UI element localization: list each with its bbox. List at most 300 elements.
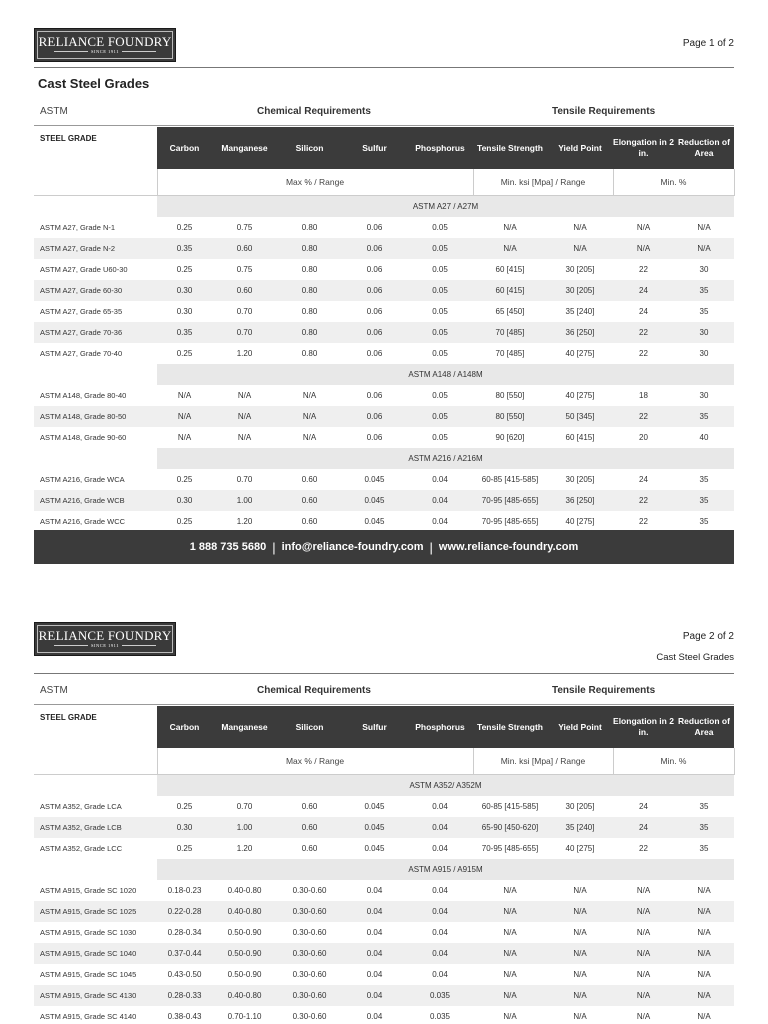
- value-cell: 40: [699, 433, 709, 442]
- value-cell: 0.05: [432, 349, 448, 358]
- value-cell: N/A: [503, 223, 517, 232]
- value-cell: N/A: [547, 985, 613, 1006]
- section-header-row: [34, 775, 734, 797]
- steel-grade-header: STEEL GRADE: [34, 127, 157, 169]
- value-cell: N/A: [697, 928, 711, 937]
- value-cell: N/A: [473, 985, 547, 1006]
- table-row: [34, 511, 734, 532]
- value-cell: N/A: [636, 928, 651, 937]
- value-cell: N/A: [177, 391, 192, 400]
- value-cell: 0.70: [212, 322, 277, 343]
- value-cell: 0.60: [301, 475, 318, 484]
- value-cell: 0.06: [366, 433, 383, 442]
- value-cell: N/A: [573, 1012, 587, 1021]
- value-cell: N/A: [177, 433, 192, 442]
- tensile-requirements-label: Tensile Requirements: [552, 685, 656, 696]
- value-cell: 0.05: [407, 406, 473, 427]
- value-cell: 60-85 [415-585]: [481, 802, 539, 811]
- section-blank-cell: [34, 448, 157, 469]
- footer-website[interactable]: www.reliance-foundry.com: [438, 541, 579, 553]
- footer-separator: |: [272, 539, 276, 555]
- value-cell: 0.80: [301, 265, 318, 274]
- value-cell: 35: [699, 475, 709, 484]
- value-cell: 0.40-0.80: [212, 985, 277, 1006]
- document-title: Cast Steel Grades: [38, 76, 150, 91]
- section-blank-cell: [34, 196, 157, 218]
- table-row: [34, 985, 734, 1006]
- chemical-requirements-label: Chemical Requirements: [257, 685, 371, 696]
- value-cell: 35: [699, 517, 709, 526]
- value-cell: 0.05: [432, 265, 448, 274]
- value-cell: N/A: [503, 970, 517, 979]
- steel-grade-cell: ASTM A27, Grade 60-30: [34, 280, 157, 301]
- value-cell: 0.06: [366, 391, 383, 400]
- value-cell: N/A: [302, 391, 317, 400]
- value-cell: N/A: [613, 238, 674, 259]
- value-cell: 50 [345]: [547, 406, 613, 427]
- value-cell: N/A: [573, 223, 587, 232]
- value-cell: 35: [699, 844, 709, 853]
- value-cell: 70-95 [485-655]: [473, 490, 547, 511]
- column-header: Yield Point: [547, 127, 613, 169]
- value-cell: 0.045: [364, 802, 385, 811]
- logo-name: RELIANCE FOUNDRY: [38, 628, 172, 643]
- column-header: Tensile Strength: [473, 127, 547, 169]
- value-cell: 35: [699, 802, 709, 811]
- value-cell: 0.045: [342, 490, 407, 511]
- value-cell: 0.30: [157, 817, 212, 838]
- units-label: Min. ksi [Mpa] / Range: [473, 169, 613, 196]
- group-divider: [34, 125, 734, 126]
- value-cell: N/A: [613, 901, 674, 922]
- units-label: Max % / Range: [157, 748, 473, 775]
- value-cell: 0.04: [432, 802, 448, 811]
- header-divider: [34, 67, 734, 68]
- steel-grade-cell: ASTM A27, Grade 70-40: [40, 349, 123, 358]
- value-cell: 0.22-0.28: [157, 901, 212, 922]
- units-blank-cell: [34, 748, 157, 775]
- steel-grade-cell: ASTM A216, Grade WCB: [34, 490, 157, 511]
- value-cell: 0.50-0.90: [227, 928, 262, 937]
- value-cell: 40 [275]: [565, 391, 595, 400]
- value-cell: 0.05: [407, 238, 473, 259]
- logo-since: SINCE 1911: [35, 643, 175, 648]
- units-label: Min. %: [613, 169, 734, 196]
- value-cell: 60 [415]: [473, 280, 547, 301]
- value-cell: 0.60: [212, 280, 277, 301]
- units-label: Max % / Range: [157, 169, 473, 196]
- value-cell: 0.60: [301, 844, 318, 853]
- steel-grade-cell: ASTM A915, Grade SC 1030: [40, 928, 137, 937]
- value-cell: N/A: [674, 901, 734, 922]
- value-cell: 1.20: [236, 517, 253, 526]
- value-cell: 90 [620]: [495, 433, 525, 442]
- value-cell: 0.035: [407, 985, 473, 1006]
- section-blank-cell: [34, 364, 157, 385]
- value-cell: 36 [250]: [547, 490, 613, 511]
- units-blank-cell: [34, 169, 157, 196]
- steel-grade-cell: ASTM A352, Grade LCA: [40, 802, 122, 811]
- value-cell: N/A: [503, 1012, 517, 1021]
- value-cell: 24: [639, 475, 648, 484]
- tensile-requirements-label: Tensile Requirements: [552, 106, 656, 117]
- column-header: Carbon: [157, 706, 212, 748]
- value-cell: 1.20: [236, 844, 253, 853]
- value-cell: 0.18-0.23: [167, 886, 202, 895]
- value-cell: 0.80: [301, 349, 318, 358]
- value-cell: 40 [275]: [565, 844, 595, 853]
- value-cell: 18: [639, 391, 648, 400]
- value-cell: 0.75: [236, 265, 253, 274]
- steel-grade-cell: ASTM A915, Grade SC 1045: [40, 970, 137, 979]
- value-cell: 0.30-0.60: [277, 943, 342, 964]
- value-cell: 35: [699, 307, 709, 316]
- value-cell: N/A: [547, 943, 613, 964]
- value-cell: 24: [639, 802, 648, 811]
- value-cell: 24: [639, 307, 648, 316]
- value-cell: N/A: [237, 391, 252, 400]
- reliance-foundry-logo: [34, 28, 176, 62]
- value-cell: 0.045: [364, 475, 385, 484]
- value-cell: 0.60: [277, 817, 342, 838]
- value-cell: 35: [674, 490, 734, 511]
- value-cell: 24: [613, 817, 674, 838]
- column-header: Yield Point: [547, 706, 613, 748]
- value-cell: 0.04: [432, 970, 448, 979]
- units-label: Min. %: [613, 748, 734, 775]
- table-row: [34, 880, 734, 901]
- value-cell: 80 [550]: [473, 406, 547, 427]
- steel-grade-cell: ASTM A352, Grade LCC: [40, 844, 123, 853]
- page-number: Page 2 of 2: [682, 631, 734, 642]
- value-cell: 70-95 [485-655]: [481, 517, 539, 526]
- value-cell: 60-85 [415-585]: [481, 475, 539, 484]
- value-cell: 0.30-0.60: [292, 928, 327, 937]
- value-cell: 1.00: [212, 490, 277, 511]
- value-cell: 0.37-0.44: [157, 943, 212, 964]
- value-cell: 0.30: [157, 280, 212, 301]
- steel-grade-cell: ASTM A148, Grade 80-50: [34, 406, 157, 427]
- value-cell: N/A: [237, 433, 252, 442]
- table-row: [34, 385, 734, 406]
- table-row: [34, 406, 734, 427]
- value-cell: 0.30: [157, 490, 212, 511]
- value-cell: 0.40-0.80: [227, 886, 262, 895]
- value-cell: 0.25: [176, 349, 193, 358]
- value-cell: 0.035: [429, 1012, 451, 1021]
- value-cell: 0.25: [176, 802, 193, 811]
- value-cell: 70-95 [485-655]: [481, 844, 539, 853]
- value-cell: N/A: [157, 406, 212, 427]
- value-cell: 0.045: [364, 844, 385, 853]
- value-cell: 35 [240]: [547, 817, 613, 838]
- table-row: [34, 796, 734, 817]
- section-header-row: [34, 859, 734, 880]
- value-cell: 30: [674, 322, 734, 343]
- footer-separator: |: [429, 539, 433, 555]
- table-row: [34, 1006, 734, 1024]
- table-row: [34, 280, 734, 301]
- value-cell: 0.045: [342, 817, 407, 838]
- table-row: [34, 943, 734, 964]
- value-cell: 0.70: [236, 475, 253, 484]
- value-cell: N/A: [212, 406, 277, 427]
- steel-grade-cell: ASTM A27, Grade U60-30: [40, 265, 128, 274]
- value-cell: N/A: [573, 928, 587, 937]
- section-title: ASTM A27 / A27M: [157, 196, 734, 218]
- header-divider: [34, 673, 734, 674]
- chemical-requirements-label: Chemical Requirements: [257, 106, 371, 117]
- table-row: [34, 217, 734, 238]
- column-header: Elongation in 2 in.: [613, 706, 674, 748]
- value-cell: 0.06: [366, 307, 383, 316]
- value-cell: N/A: [674, 985, 734, 1006]
- value-cell: 65-90 [450-620]: [473, 817, 547, 838]
- column-header: Phosphorus: [407, 127, 473, 169]
- value-cell: 22: [613, 322, 674, 343]
- column-header: Phosphorus: [407, 706, 473, 748]
- table-row: [34, 469, 734, 490]
- value-cell: N/A: [697, 223, 711, 232]
- table-header-row: [34, 127, 734, 169]
- section-header-row: [34, 364, 734, 385]
- page-subtitle: Cast Steel Grades: [656, 652, 734, 663]
- value-cell: N/A: [573, 886, 587, 895]
- value-cell: N/A: [473, 943, 547, 964]
- value-cell: N/A: [503, 886, 517, 895]
- value-cell: 30 [205]: [565, 475, 595, 484]
- steel-grade-cell: ASTM A352, Grade LCB: [34, 817, 157, 838]
- value-cell: 20: [639, 433, 648, 442]
- section-header-row: [34, 196, 734, 218]
- steel-grade-cell: ASTM A915, Grade SC 1020: [40, 886, 137, 895]
- value-cell: N/A: [697, 970, 711, 979]
- value-cell: N/A: [697, 886, 711, 895]
- value-cell: 0.06: [366, 349, 383, 358]
- footer-phone[interactable]: 1 888 735 5680: [189, 541, 267, 553]
- value-cell: 0.04: [366, 928, 383, 937]
- value-cell: 35: [674, 280, 734, 301]
- value-cell: N/A: [277, 406, 342, 427]
- value-cell: 0.70-1.10: [227, 1012, 262, 1021]
- value-cell: 0.30-0.60: [277, 901, 342, 922]
- value-cell: 0.04: [366, 1012, 383, 1021]
- value-cell: 0.05: [432, 307, 448, 316]
- table-row: [34, 838, 734, 859]
- value-cell: 70 [485]: [495, 349, 525, 358]
- value-cell: 0.40-0.80: [212, 901, 277, 922]
- value-cell: 65 [450]: [495, 307, 525, 316]
- value-cell: 0.30-0.60: [292, 1012, 327, 1021]
- value-cell: 0.30-0.60: [277, 985, 342, 1006]
- value-cell: 36 [250]: [547, 322, 613, 343]
- value-cell: 0.60: [301, 517, 318, 526]
- value-cell: 22: [613, 490, 674, 511]
- section-blank-cell: [34, 859, 157, 880]
- value-cell: 30: [699, 265, 709, 274]
- steel-grade-cell: ASTM A915, Grade SC 1040: [34, 943, 157, 964]
- value-cell: 0.60: [301, 802, 318, 811]
- value-cell: 0.25: [176, 475, 193, 484]
- value-cell: 0.25: [176, 844, 193, 853]
- steel-grade-cell: ASTM A27, Grade N-1: [40, 223, 116, 232]
- value-cell: 0.04: [432, 517, 448, 526]
- table-row: [34, 817, 734, 838]
- value-cell: 0.06: [342, 406, 407, 427]
- value-cell: N/A: [302, 433, 317, 442]
- steel-grade-cell: ASTM A27, Grade 70-36: [34, 322, 157, 343]
- value-cell: 40 [275]: [565, 517, 595, 526]
- table-row: [34, 238, 734, 259]
- value-cell: 0.04: [407, 901, 473, 922]
- value-cell: 22: [639, 844, 648, 853]
- value-cell: N/A: [636, 1012, 651, 1021]
- value-cell: 24: [613, 280, 674, 301]
- value-cell: 0.05: [432, 223, 448, 232]
- value-cell: N/A: [674, 238, 734, 259]
- section-blank-cell: [34, 775, 157, 797]
- value-cell: 0.06: [366, 265, 383, 274]
- value-cell: 22: [639, 265, 648, 274]
- value-cell: 0.06: [342, 322, 407, 343]
- column-header: Manganese: [212, 127, 277, 169]
- value-cell: 0.04: [342, 943, 407, 964]
- value-cell: 0.04: [407, 943, 473, 964]
- value-cell: 0.06: [366, 223, 383, 232]
- value-cell: 0.04: [432, 928, 448, 937]
- value-cell: 60 [415]: [565, 433, 595, 442]
- steel-grade-header: STEEL GRADE: [34, 706, 157, 748]
- value-cell: 30: [699, 349, 709, 358]
- steel-grade-cell: ASTM A148, Grade 80-40: [40, 391, 127, 400]
- value-cell: 0.04: [432, 844, 448, 853]
- steel-grade-cell: ASTM A27, Grade 65-35: [40, 307, 123, 316]
- value-cell: 35: [674, 406, 734, 427]
- value-cell: 60 [415]: [495, 265, 525, 274]
- value-cell: 0.30-0.60: [292, 886, 327, 895]
- column-header: Sulfur: [342, 706, 407, 748]
- value-cell: 80 [550]: [495, 391, 525, 400]
- value-cell: 0.04: [407, 817, 473, 838]
- table-row: [34, 322, 734, 343]
- value-cell: 1.00: [212, 817, 277, 838]
- table-row: [34, 964, 734, 985]
- column-header: Reduction of Area: [674, 127, 734, 169]
- value-cell: 0.04: [366, 970, 383, 979]
- steel-grades-table-1: [34, 127, 735, 532]
- value-cell: N/A: [636, 223, 651, 232]
- table-row: [34, 490, 734, 511]
- value-cell: N/A: [636, 970, 651, 979]
- value-cell: 0.04: [407, 490, 473, 511]
- table-row: [34, 259, 734, 280]
- units-label: Min. ksi [Mpa] / Range: [473, 748, 613, 775]
- value-cell: 0.60: [277, 490, 342, 511]
- reliance-foundry-logo: [34, 622, 176, 656]
- column-header: Silicon: [277, 706, 342, 748]
- table-row: [34, 343, 734, 364]
- contact-footer: [34, 530, 734, 564]
- value-cell: 35: [674, 817, 734, 838]
- table-row: [34, 427, 734, 448]
- value-cell: 0.80: [277, 238, 342, 259]
- value-cell: N/A: [547, 901, 613, 922]
- value-cell: N/A: [547, 238, 613, 259]
- value-cell: 0.28-0.33: [157, 985, 212, 1006]
- value-cell: 0.04: [366, 886, 383, 895]
- table-row: [34, 301, 734, 322]
- value-cell: 0.70: [236, 307, 253, 316]
- steel-grade-cell: ASTM A148, Grade 90-60: [40, 433, 127, 442]
- section-title: ASTM A216 / A216M: [157, 448, 734, 469]
- value-cell: N/A: [473, 238, 547, 259]
- value-cell: 22: [639, 349, 648, 358]
- value-cell: N/A: [613, 985, 674, 1006]
- value-cell: 0.25: [176, 517, 193, 526]
- value-cell: 0.04: [432, 475, 448, 484]
- value-cell: 0.35: [157, 238, 212, 259]
- value-cell: 0.04: [342, 901, 407, 922]
- value-cell: 0.06: [342, 238, 407, 259]
- value-cell: 30 [205]: [565, 265, 595, 274]
- logo-name: RELIANCE FOUNDRY: [38, 34, 172, 49]
- value-cell: 0.70: [236, 802, 253, 811]
- column-header: Manganese: [212, 706, 277, 748]
- steel-grade-cell: ASTM A915, Grade SC 4130: [34, 985, 157, 1006]
- footer-email[interactable]: info@reliance-foundry.com: [281, 541, 424, 553]
- column-header: Silicon: [277, 127, 342, 169]
- value-cell: 0.43-0.50: [167, 970, 202, 979]
- value-cell: N/A: [613, 943, 674, 964]
- value-cell: 0.25: [176, 223, 193, 232]
- page-number: Page 1 of 2: [682, 38, 734, 49]
- value-cell: 0.05: [407, 280, 473, 301]
- value-cell: 0.25: [176, 265, 193, 274]
- column-header: Tensile Strength: [473, 706, 547, 748]
- section-title: ASTM A915 / A915M: [157, 859, 734, 880]
- section-header-row: [34, 448, 734, 469]
- value-cell: 30 [205]: [565, 802, 595, 811]
- value-cell: 0.04: [432, 886, 448, 895]
- steel-grade-cell: ASTM A216, Grade WCA: [40, 475, 125, 484]
- value-cell: 40 [275]: [565, 349, 595, 358]
- value-cell: N/A: [674, 943, 734, 964]
- value-cell: 1.20: [236, 349, 253, 358]
- value-cell: N/A: [636, 886, 651, 895]
- value-cell: 0.30-0.60: [292, 970, 327, 979]
- units-row: [34, 748, 734, 775]
- value-cell: 0.04: [342, 985, 407, 1006]
- value-cell: N/A: [473, 901, 547, 922]
- table-row: [34, 901, 734, 922]
- column-header: Elongation in 2 in.: [613, 127, 674, 169]
- value-cell: 0.80: [277, 280, 342, 301]
- value-cell: 0.045: [364, 517, 385, 526]
- table-row: [34, 922, 734, 943]
- value-cell: 0.60: [212, 238, 277, 259]
- value-cell: 30 [205]: [547, 280, 613, 301]
- value-cell: 0.38-0.43: [167, 1012, 202, 1021]
- group-divider: [34, 704, 734, 705]
- value-cell: 0.35: [157, 322, 212, 343]
- value-cell: 0.75: [236, 223, 253, 232]
- value-cell: 0.50-0.90: [227, 970, 262, 979]
- value-cell: 0.30: [176, 307, 193, 316]
- value-cell: 22: [613, 406, 674, 427]
- steel-grade-cell: ASTM A915, Grade SC 1025: [34, 901, 157, 922]
- column-header: Reduction of Area: [674, 706, 734, 748]
- value-cell: 0.05: [407, 322, 473, 343]
